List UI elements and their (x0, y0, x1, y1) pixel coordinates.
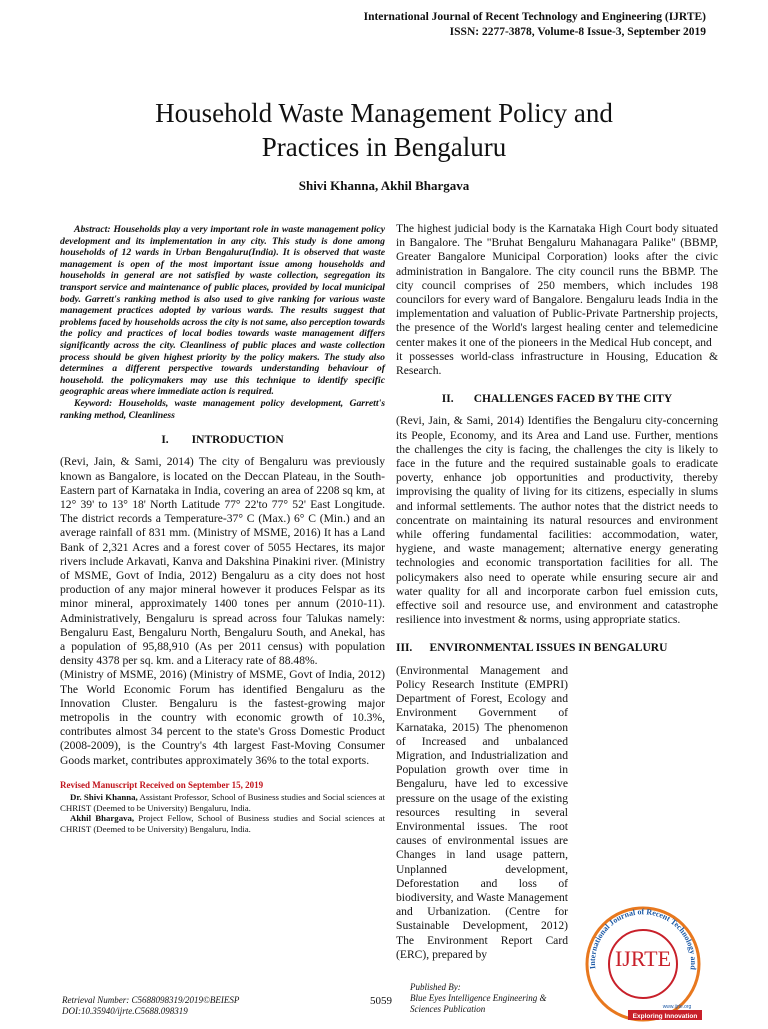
publisher-line-2: Sciences Publication (410, 1004, 486, 1014)
logo-arc-text: International Journal of Recent Technology and (587, 907, 699, 971)
affiliation-2 (60, 813, 385, 834)
abstract (60, 224, 385, 398)
section-heading-intro: I. INTRODUCTION (161, 434, 284, 447)
title-line-1: Household Waste Management Policy and (155, 98, 613, 128)
keywords (60, 398, 385, 421)
footer-right (410, 982, 546, 1015)
left-column (60, 224, 385, 834)
journal-name: International Journal of Recent Technology and Engineering (IJRTE) (363, 11, 706, 23)
logo-tagline: Exploring Innovation (632, 1013, 698, 1020)
doi[interactable]: DOI:10.35940/ijrte.C5688.098319 (62, 1006, 188, 1016)
affiliation-2-name: Akhil Bhargava, (70, 813, 135, 824)
title-line-2: Practices in Bengaluru (261, 132, 507, 162)
logo-acronym: IJRTE (614, 946, 672, 971)
authors: Shivi Khanna, Akhil Bhargava (298, 178, 470, 193)
retrieval-number: Retrieval Number: C5688098319/2019©BEIESP (62, 995, 240, 1005)
publisher-line-1: Blue Eyes Intelligence Engineering & (410, 993, 547, 1003)
abstract-label: Abstract: (74, 224, 111, 235)
section-heading-challenges: II. CHALLENGES FACED BY THE CITY (441, 393, 673, 406)
environmental-paragraph: (Environmental Management and Policy Research Institute (EMPRI) Department of Forest, Ecology and Environment Government of Karnataka, 2015) The phenomenon of Increased and unbalanced Migration, and Industrialization and Population growth over time in Bengaluru, have led to excessive pressure on the usage of the existing resources resulting in several Environmental issues. The root causes of environmental issues are Changes in land usage pattern, Unplanned development, Deforestation and loss of biodiversity, and Waste Management and Urbanization. (Centre for Sustainable Development, 2012) The Environment Report Card (ERC), prepared by (396, 663, 568, 961)
abstract-text: Households play a very important role in waste management policy development and its implementation in any city. This study is done among households of 12 wards in Urban Bengaluru(India). It is observed that waste management is open of the most important issue among households and households in general are not satisfied by waste collection, segregation its transport service and maintenance of public places, provided by local municipal body. Garrett's ranking method is also used to give ranking for various waste management practices adopted by various wards. The results suggest that problems faced by households across the city is not same, also perception towards the policy and practices of local bodies towards waste management differs significantly across the city. Cleanliness of public places and waste collection process should be given highest priority by the policy makers. The study also determines a different perspective towards understanding behaviour of household. the policymakers may use this technique to identify specific geographic areas where immediate action is required. (60, 224, 385, 398)
intro-paragraph-1: (Revi, Jain, & Sami, 2014) The city of Bengaluru was previously known as Bangalore, is located on the Deccan Plateau, in the South-Eastern part of Karnataka in India, covering an area of 2208 sq km, at 12° 39' to 13° 18' North Latitude 77° 22'to 77° 52' East Longitude. The district records a Temperature-37° C (Max.) 6° C (Min.) and an average rainfall of 831 mm. (Ministry of MSME, 2016) It has a Land Bank of 2,321 Acres and a forest cover of 5055 Hectares, its major rivers include Arkavati, Kanva and Dakshina Pinakini river. (Ministry of MSME, Govt of India, 2012) Bengaluru as a city does not host production of any major mineral however it produces Felspar as its minor mineral, approximately 1400 tones per annum (2010-11). Administratively, Bengaluru is spread across four Talukas namely: Bengaluru East, Bengaluru North, Bengaluru South, and Anekal, has a population of 95,88,910 (As per 2011 census) with population density 4378 per sq. km. and a Literacy rate of 88.48%. (60, 455, 385, 668)
footer-left (62, 995, 239, 1017)
paper-title (0, 96, 768, 164)
affiliation-1-name: Dr. Shivi Khanna, (70, 791, 138, 802)
section-heading-environmental: III. ENVIRONMENTAL ISSUES IN BENGALURU (396, 642, 668, 655)
journal-header (364, 10, 706, 40)
affiliation-1 (60, 792, 385, 813)
affiliation-2-text: Project Fellow, School of Business studies and Social sciences at CHRIST (Deemed to be University) Bengaluru, India. (60, 813, 385, 834)
intro-paragraph-2: (Ministry of MSME, 2016) (Ministry of MSME, Govt of India, 2012) The World Economic Forum has identified Bengaluru as the Innovation Cluster. Bengaluru is the fastest-growing major metropolis in the country with economic growth of 10.3%, contributes almost 34 percent to the state's Gross Domestic Product (2008-2009), is the Country's 4th largest Fast-Moving Consumer Goods market, contributes approximately 36% to the total exports. (60, 668, 385, 767)
keywords-label: Keyword: (74, 397, 113, 409)
keywords-text: Households, waste management policy development, Garrett's ranking method, Cleanliness (60, 397, 385, 421)
right-intro-paragraph-2: it possesses world-class infrastructure in Housing, Education & Research. (396, 349, 718, 378)
journal-issn: ISSN: 2277-3878, Volume-8 Issue-3, September 2019 (449, 26, 706, 38)
ijrte-logo-graphic (582, 902, 704, 1024)
right-intro-paragraph-1: The highest judicial body is the Karnataka High Court body situated in Bangalore. The "Bruhat Bengaluru Mahanagara Palike" (BBMP, Greater Bangalore Municipal Corporation) looks after the civic administration in Bangalore. The city council runs the BBMP. The city council comprises of 250 members, which includes 198 councilors for every ward of Bangalore. Bengaluru leads India in the implementation and valuation of Public-Private Partnership projects, the presence of the World's largest healing center and telemedicine center makes it one of the pioneers in the Medical Hub concept, and (396, 222, 718, 349)
affiliation-1-text: Assistant Professor, School of Business studies and Social sciences at CHRIST (Deemed to be University) Bengaluru, India. (60, 791, 385, 813)
right-column (396, 222, 718, 962)
logo-website: www.ijrte.org (662, 1004, 692, 1010)
page-number: 5059 (370, 995, 392, 1007)
revised-note: Revised Manuscript Received on September 15, 2019 (60, 779, 264, 790)
challenges-paragraph: (Revi, Jain, & Sami, 2014) Identifies the Bengaluru city-concerning its People, Economy, and its Area and Land use. Further, mentions the challenges the city is facing, the challenges the city is likely to face in the future and the required sustainable goals to eradicate poverty, enhance job opportunities and productivity, thereby improvising the quality of living for its citizens, especially in slums and informal settlements. The author notes that the district needs to concentrate on maintaining its natural resources and environment while offering fundamental facilities: accommodation, water, hygiene, and waste management; alternative energy generating technologies and economic transportation facilities for all. The policymakers also need to operate while ensuring secure air and water quality for all and incorporate carbon fuel emission cuts, effective soil and resource use, and environment and catastrophe resilience into investment & norms, using appropriate statics. (396, 414, 718, 627)
ijrte-logo (582, 902, 704, 1024)
published-by: Published By: (410, 982, 461, 992)
